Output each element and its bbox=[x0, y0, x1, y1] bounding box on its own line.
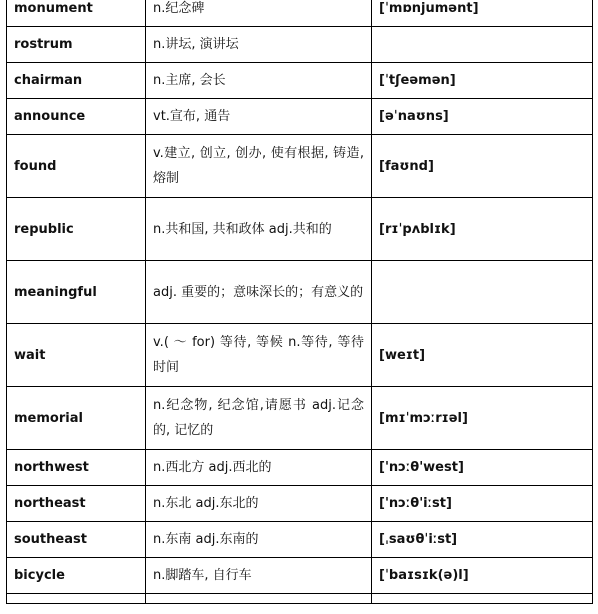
meaning-cell: n.西北方 adj.西北的 bbox=[146, 450, 372, 486]
phonetic-cell bbox=[372, 261, 593, 324]
vocabulary-table bbox=[6, 0, 593, 604]
phonetic-cell: [ˈmɒnjumənt] bbox=[372, 0, 593, 27]
word-cell: found bbox=[7, 135, 146, 198]
word-cell: bicycle bbox=[7, 558, 146, 594]
table-row bbox=[7, 99, 593, 135]
phonetic-cell: [weɪt] bbox=[372, 324, 593, 387]
table-row bbox=[7, 324, 593, 387]
phonetic-cell bbox=[372, 594, 593, 604]
meaning-cell: n.东北 adj.东北的 bbox=[146, 486, 372, 522]
word-cell: memorial bbox=[7, 387, 146, 450]
table-row bbox=[7, 522, 593, 558]
phonetic-cell bbox=[372, 27, 593, 63]
table-row bbox=[7, 558, 593, 594]
phonetic-cell: [faʊnd] bbox=[372, 135, 593, 198]
table-row bbox=[7, 486, 593, 522]
phonetic-cell: [mɪˈmɔːrɪəl] bbox=[372, 387, 593, 450]
table-row bbox=[7, 594, 593, 604]
phonetic-cell: [ˈtʃeəmən] bbox=[372, 63, 593, 99]
meaning-cell: n.讲坛, 演讲坛 bbox=[146, 27, 372, 63]
table-row bbox=[7, 135, 593, 198]
word-cell: meaningful bbox=[7, 261, 146, 324]
meaning-cell: vt.宣布, 通告 bbox=[146, 99, 372, 135]
word-cell: republic bbox=[7, 198, 146, 261]
word-cell: wait bbox=[7, 324, 146, 387]
meaning-cell bbox=[146, 594, 372, 604]
word-cell bbox=[7, 594, 146, 604]
meaning-cell: adj. 重要的；意味深长的；有意义的 bbox=[146, 261, 372, 324]
phonetic-cell: ['nɔːθ'west] bbox=[372, 450, 593, 486]
word-cell: northeast bbox=[7, 486, 146, 522]
table-row bbox=[7, 63, 593, 99]
meaning-cell: n.东南 adj.东南的 bbox=[146, 522, 372, 558]
phonetic-cell: ['nɔːθ'iːst] bbox=[372, 486, 593, 522]
word-cell: chairman bbox=[7, 63, 146, 99]
phonetic-cell: [əˈnaʊns] bbox=[372, 99, 593, 135]
phonetic-cell: [ˌsaʊθˈiːst] bbox=[372, 522, 593, 558]
table-row bbox=[7, 27, 593, 63]
meaning-cell: n.共和国, 共和政体 adj.共和的 bbox=[146, 198, 372, 261]
word-cell: monument bbox=[7, 0, 146, 27]
table-row bbox=[7, 261, 593, 324]
meaning-cell: n.纪念物, 纪念馆,请愿书 adj.记念的, 记忆的 bbox=[146, 387, 372, 450]
meaning-cell: v.( ～ for) 等待, 等候 n.等待, 等待时间 bbox=[146, 324, 372, 387]
meaning-cell: n.脚踏车, 自行车 bbox=[146, 558, 372, 594]
phonetic-cell: [ˈbaɪsɪk(ə)l] bbox=[372, 558, 593, 594]
word-cell: northwest bbox=[7, 450, 146, 486]
meaning-cell: n.纪念碑 bbox=[146, 0, 372, 27]
table-row bbox=[7, 450, 593, 486]
meaning-cell: v.建立, 创立, 创办, 使有根据, 铸造, 熔制 bbox=[146, 135, 372, 198]
table-row bbox=[7, 387, 593, 450]
word-cell: southeast bbox=[7, 522, 146, 558]
table-row bbox=[7, 0, 593, 27]
word-cell: rostrum bbox=[7, 27, 146, 63]
word-cell: announce bbox=[7, 99, 146, 135]
phonetic-cell: [rɪˈpʌblɪk] bbox=[372, 198, 593, 261]
meaning-cell: n.主席, 会长 bbox=[146, 63, 372, 99]
table-row bbox=[7, 198, 593, 261]
